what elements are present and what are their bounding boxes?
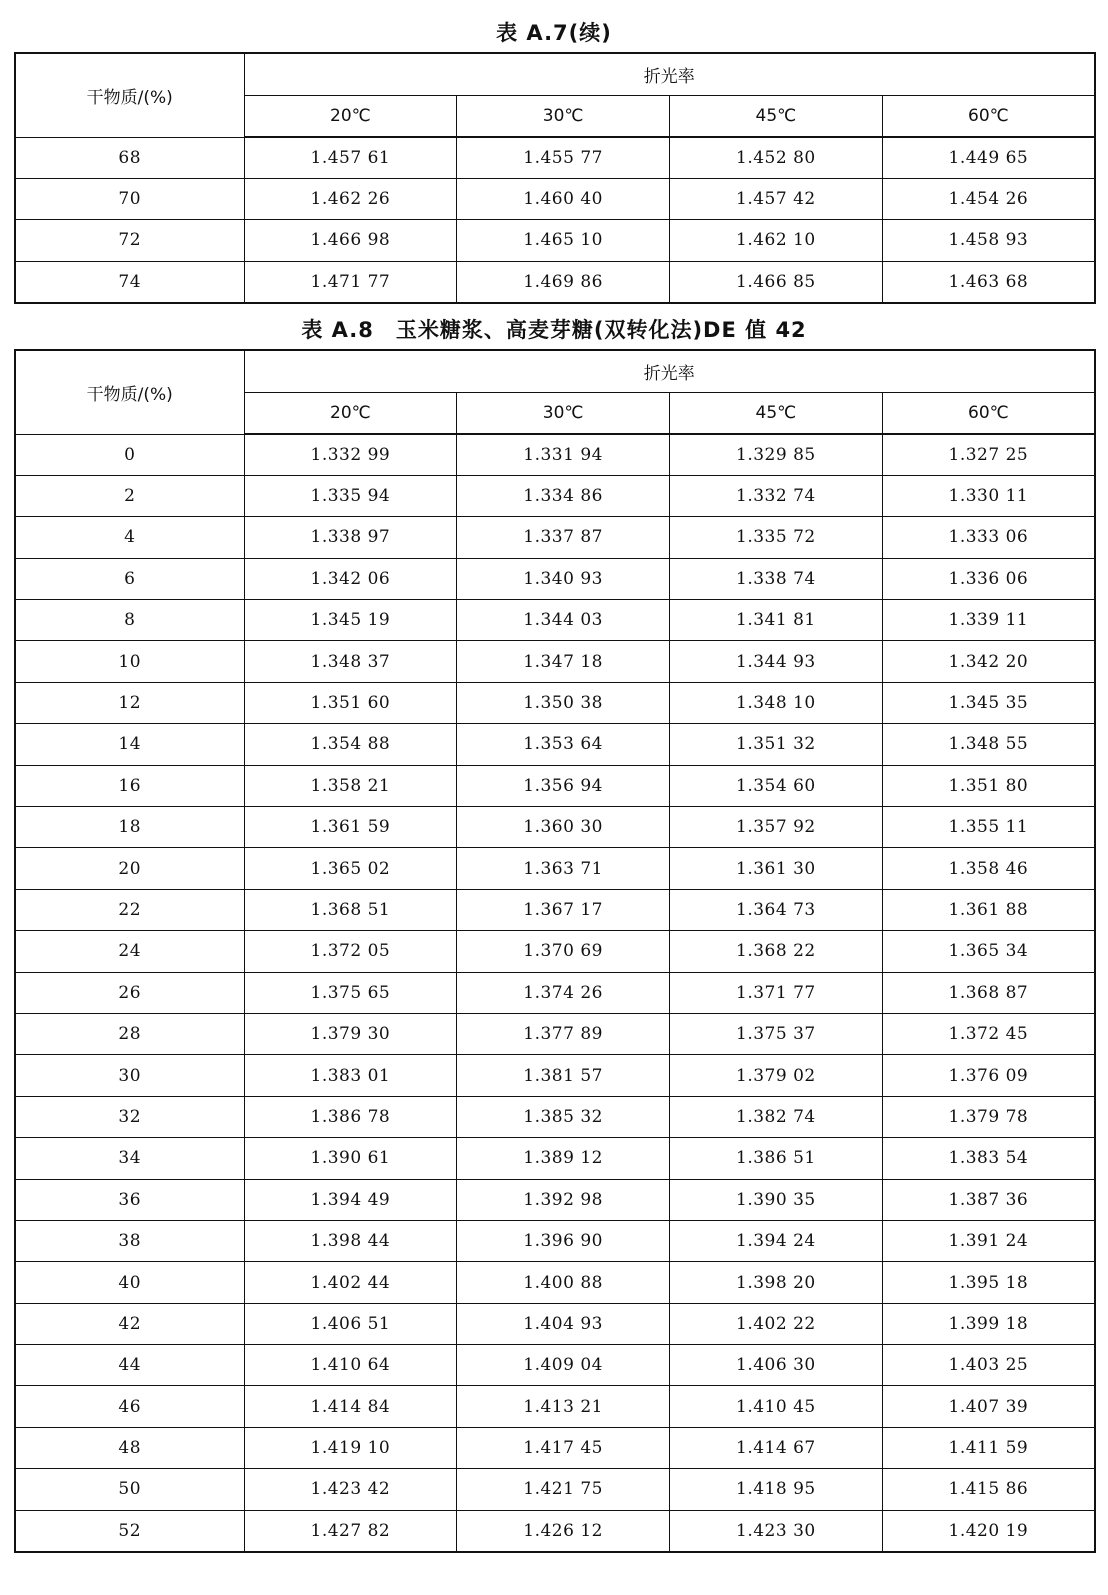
refractive-index-cell: 1.389 12 bbox=[457, 1138, 670, 1179]
refractive-index-cell: 1.466 98 bbox=[244, 220, 457, 261]
table-row bbox=[15, 517, 1095, 558]
refractive-index-cell: 1.338 97 bbox=[244, 517, 457, 558]
refractive-index-cell: 1.413 21 bbox=[457, 1386, 670, 1427]
refractive-index-cell: 1.449 65 bbox=[882, 137, 1095, 178]
refractive-index-cell: 1.363 71 bbox=[457, 848, 670, 889]
dry-matter-cell: 74 bbox=[15, 261, 244, 302]
refractive-index-cell: 1.345 35 bbox=[882, 682, 1095, 723]
refractive-index-cell: 1.414 84 bbox=[244, 1386, 457, 1427]
refractive-index-cell: 1.335 94 bbox=[244, 475, 457, 516]
refractive-index-cell: 1.455 77 bbox=[457, 137, 670, 178]
refractive-index-cell: 1.454 26 bbox=[882, 178, 1095, 219]
table-row bbox=[15, 724, 1095, 765]
table-row bbox=[15, 972, 1095, 1013]
refractive-index-cell: 1.348 10 bbox=[670, 682, 883, 723]
dry-matter-cell: 36 bbox=[15, 1179, 244, 1220]
refractive-index-cell: 1.417 45 bbox=[457, 1427, 670, 1468]
header-temp: 45℃ bbox=[670, 95, 883, 137]
refractive-index-cell: 1.406 51 bbox=[244, 1303, 457, 1344]
dry-matter-cell: 44 bbox=[15, 1345, 244, 1386]
refractive-index-cell: 1.374 26 bbox=[457, 972, 670, 1013]
dry-matter-cell: 16 bbox=[15, 765, 244, 806]
refractive-index-cell: 1.462 26 bbox=[244, 178, 457, 219]
refractive-index-cell: 1.333 06 bbox=[882, 517, 1095, 558]
dry-matter-cell: 28 bbox=[15, 1013, 244, 1054]
refractive-index-cell: 1.330 11 bbox=[882, 475, 1095, 516]
refractive-index-cell: 1.390 61 bbox=[244, 1138, 457, 1179]
table-row bbox=[15, 1386, 1095, 1427]
refractive-index-cell: 1.403 25 bbox=[882, 1345, 1095, 1386]
refractive-index-cell: 1.372 05 bbox=[244, 931, 457, 972]
refractive-index-cell: 1.348 37 bbox=[244, 641, 457, 682]
refractive-index-cell: 1.353 64 bbox=[457, 724, 670, 765]
refractive-index-cell: 1.354 88 bbox=[244, 724, 457, 765]
dry-matter-cell: 6 bbox=[15, 558, 244, 599]
refractive-index-cell: 1.368 51 bbox=[244, 889, 457, 930]
refractive-index-cell: 1.423 30 bbox=[670, 1510, 883, 1551]
table-row bbox=[15, 1427, 1095, 1468]
refractive-index-cell: 1.395 18 bbox=[882, 1262, 1095, 1303]
refractive-index-cell: 1.379 30 bbox=[244, 1013, 457, 1054]
refractive-index-cell: 1.465 10 bbox=[457, 220, 670, 261]
refractive-index-cell: 1.375 65 bbox=[244, 972, 457, 1013]
refractive-index-cell: 1.341 81 bbox=[670, 600, 883, 641]
dry-matter-cell: 24 bbox=[15, 931, 244, 972]
refractive-index-cell: 1.342 20 bbox=[882, 641, 1095, 682]
dry-matter-cell: 4 bbox=[15, 517, 244, 558]
refractive-index-cell: 1.427 82 bbox=[244, 1510, 457, 1551]
header-refractive-index: 折光率 bbox=[244, 350, 1095, 392]
refractive-index-cell: 1.336 06 bbox=[882, 558, 1095, 599]
table-row bbox=[15, 1096, 1095, 1137]
table-row bbox=[15, 1138, 1095, 1179]
table-row bbox=[15, 1345, 1095, 1386]
refractive-index-cell: 1.415 86 bbox=[882, 1469, 1095, 1510]
refractive-index-cell: 1.457 42 bbox=[670, 178, 883, 219]
refractive-index-cell: 1.414 67 bbox=[670, 1427, 883, 1468]
refractive-index-cell: 1.327 25 bbox=[882, 434, 1095, 475]
table-row bbox=[15, 600, 1095, 641]
table-row bbox=[15, 682, 1095, 723]
header-temp: 60℃ bbox=[882, 95, 1095, 137]
table-a7-caption: 表 A.7(续) bbox=[496, 21, 612, 45]
refractive-index-cell: 1.379 78 bbox=[882, 1096, 1095, 1137]
table-a8-caption: 表 A.8 玉米糖浆、高麦芽糖(双转化法)DE 值 42 bbox=[301, 318, 807, 342]
dry-matter-cell: 52 bbox=[15, 1510, 244, 1551]
table-row bbox=[15, 261, 1095, 302]
dry-matter-cell: 34 bbox=[15, 1138, 244, 1179]
table-row bbox=[15, 1262, 1095, 1303]
refractive-index-cell: 1.372 45 bbox=[882, 1013, 1095, 1054]
refractive-index-cell: 1.340 93 bbox=[457, 558, 670, 599]
refractive-index-cell: 1.394 24 bbox=[670, 1220, 883, 1261]
refractive-index-cell: 1.381 57 bbox=[457, 1055, 670, 1096]
dry-matter-cell: 46 bbox=[15, 1386, 244, 1427]
refractive-index-cell: 1.345 19 bbox=[244, 600, 457, 641]
refractive-index-cell: 1.365 02 bbox=[244, 848, 457, 889]
refractive-index-cell: 1.335 72 bbox=[670, 517, 883, 558]
refractive-index-cell: 1.383 54 bbox=[882, 1138, 1095, 1179]
header-dry-matter: 干物质/(%) bbox=[15, 350, 244, 434]
refractive-index-cell: 1.404 93 bbox=[457, 1303, 670, 1344]
refractive-index-cell: 1.367 17 bbox=[457, 889, 670, 930]
refractive-index-cell: 1.460 40 bbox=[457, 178, 670, 219]
refractive-index-cell: 1.457 61 bbox=[244, 137, 457, 178]
header-refractive-index: 折光率 bbox=[244, 53, 1095, 95]
table-a7-body bbox=[15, 137, 1095, 303]
refractive-index-cell: 1.469 86 bbox=[457, 261, 670, 302]
refractive-index-cell: 1.386 51 bbox=[670, 1138, 883, 1179]
table-row bbox=[15, 931, 1095, 972]
dry-matter-cell: 50 bbox=[15, 1469, 244, 1510]
dry-matter-cell: 32 bbox=[15, 1096, 244, 1137]
dry-matter-cell: 2 bbox=[15, 475, 244, 516]
dry-matter-cell: 70 bbox=[15, 178, 244, 219]
dry-matter-cell: 72 bbox=[15, 220, 244, 261]
refractive-index-cell: 1.331 94 bbox=[457, 434, 670, 475]
refractive-index-cell: 1.361 30 bbox=[670, 848, 883, 889]
refractive-index-cell: 1.391 24 bbox=[882, 1220, 1095, 1261]
header-temp: 45℃ bbox=[670, 392, 883, 434]
refractive-index-cell: 1.357 92 bbox=[670, 807, 883, 848]
refractive-index-cell: 1.386 78 bbox=[244, 1096, 457, 1137]
refractive-index-cell: 1.351 60 bbox=[244, 682, 457, 723]
refractive-index-cell: 1.390 35 bbox=[670, 1179, 883, 1220]
dry-matter-cell: 12 bbox=[15, 682, 244, 723]
table-row bbox=[15, 1013, 1095, 1054]
refractive-index-cell: 1.419 10 bbox=[244, 1427, 457, 1468]
table-row bbox=[15, 807, 1095, 848]
refractive-index-cell: 1.360 30 bbox=[457, 807, 670, 848]
dry-matter-cell: 38 bbox=[15, 1220, 244, 1261]
refractive-index-cell: 1.344 03 bbox=[457, 600, 670, 641]
refractive-index-cell: 1.375 37 bbox=[670, 1013, 883, 1054]
dry-matter-cell: 8 bbox=[15, 600, 244, 641]
refractive-index-cell: 1.332 99 bbox=[244, 434, 457, 475]
refractive-index-cell: 1.339 11 bbox=[882, 600, 1095, 641]
header-temp: 60℃ bbox=[882, 392, 1095, 434]
table-a7 bbox=[14, 52, 1096, 304]
refractive-index-cell: 1.358 21 bbox=[244, 765, 457, 806]
refractive-index-cell: 1.418 95 bbox=[670, 1469, 883, 1510]
refractive-index-cell: 1.396 90 bbox=[457, 1220, 670, 1261]
dry-matter-cell: 22 bbox=[15, 889, 244, 930]
refractive-index-cell: 1.368 87 bbox=[882, 972, 1095, 1013]
dry-matter-cell: 42 bbox=[15, 1303, 244, 1344]
refractive-index-cell: 1.402 44 bbox=[244, 1262, 457, 1303]
table-row bbox=[15, 1055, 1095, 1096]
refractive-index-cell: 1.409 04 bbox=[457, 1345, 670, 1386]
refractive-index-cell: 1.368 22 bbox=[670, 931, 883, 972]
table-row bbox=[15, 1220, 1095, 1261]
refractive-index-cell: 1.354 60 bbox=[670, 765, 883, 806]
dry-matter-cell: 20 bbox=[15, 848, 244, 889]
refractive-index-cell: 1.355 11 bbox=[882, 807, 1095, 848]
refractive-index-cell: 1.399 18 bbox=[882, 1303, 1095, 1344]
refractive-index-cell: 1.361 88 bbox=[882, 889, 1095, 930]
refractive-index-cell: 1.351 80 bbox=[882, 765, 1095, 806]
refractive-index-cell: 1.356 94 bbox=[457, 765, 670, 806]
refractive-index-cell: 1.426 12 bbox=[457, 1510, 670, 1551]
dry-matter-cell: 68 bbox=[15, 137, 244, 178]
refractive-index-cell: 1.379 02 bbox=[670, 1055, 883, 1096]
refractive-index-cell: 1.342 06 bbox=[244, 558, 457, 599]
refractive-index-cell: 1.348 55 bbox=[882, 724, 1095, 765]
refractive-index-cell: 1.351 32 bbox=[670, 724, 883, 765]
header-temp: 20℃ bbox=[244, 95, 457, 137]
refractive-index-cell: 1.365 34 bbox=[882, 931, 1095, 972]
table-row bbox=[15, 137, 1095, 178]
dry-matter-cell: 30 bbox=[15, 1055, 244, 1096]
dry-matter-cell: 26 bbox=[15, 972, 244, 1013]
refractive-index-cell: 1.458 93 bbox=[882, 220, 1095, 261]
table-row bbox=[15, 889, 1095, 930]
refractive-index-cell: 1.392 98 bbox=[457, 1179, 670, 1220]
table-row bbox=[15, 220, 1095, 261]
dry-matter-cell: 10 bbox=[15, 641, 244, 682]
header-dry-matter: 干物质/(%) bbox=[15, 53, 244, 137]
refractive-index-cell: 1.411 59 bbox=[882, 1427, 1095, 1468]
refractive-index-cell: 1.452 80 bbox=[670, 137, 883, 178]
table-a8-body bbox=[15, 434, 1095, 1552]
refractive-index-cell: 1.370 69 bbox=[457, 931, 670, 972]
dry-matter-cell: 40 bbox=[15, 1262, 244, 1303]
header-temp: 30℃ bbox=[457, 95, 670, 137]
refractive-index-cell: 1.364 73 bbox=[670, 889, 883, 930]
refractive-index-cell: 1.398 20 bbox=[670, 1262, 883, 1303]
refractive-index-cell: 1.462 10 bbox=[670, 220, 883, 261]
table-row bbox=[15, 765, 1095, 806]
table-row bbox=[15, 178, 1095, 219]
refractive-index-cell: 1.361 59 bbox=[244, 807, 457, 848]
refractive-index-cell: 1.332 74 bbox=[670, 475, 883, 516]
table-a8 bbox=[14, 349, 1096, 1553]
refractive-index-cell: 1.347 18 bbox=[457, 641, 670, 682]
refractive-index-cell: 1.398 44 bbox=[244, 1220, 457, 1261]
refractive-index-cell: 1.406 30 bbox=[670, 1345, 883, 1386]
refractive-index-cell: 1.407 39 bbox=[882, 1386, 1095, 1427]
refractive-index-cell: 1.329 85 bbox=[670, 434, 883, 475]
table-row bbox=[15, 1510, 1095, 1551]
refractive-index-cell: 1.382 74 bbox=[670, 1096, 883, 1137]
table-row bbox=[15, 558, 1095, 599]
refractive-index-cell: 1.463 68 bbox=[882, 261, 1095, 302]
table-row bbox=[15, 1469, 1095, 1510]
refractive-index-cell: 1.471 77 bbox=[244, 261, 457, 302]
refractive-index-cell: 1.420 19 bbox=[882, 1510, 1095, 1551]
refractive-index-cell: 1.376 09 bbox=[882, 1055, 1095, 1096]
table-row bbox=[15, 1303, 1095, 1344]
refractive-index-cell: 1.344 93 bbox=[670, 641, 883, 682]
refractive-index-cell: 1.402 22 bbox=[670, 1303, 883, 1344]
refractive-index-cell: 1.421 75 bbox=[457, 1469, 670, 1510]
refractive-index-cell: 1.383 01 bbox=[244, 1055, 457, 1096]
dry-matter-cell: 0 bbox=[15, 434, 244, 475]
refractive-index-cell: 1.371 77 bbox=[670, 972, 883, 1013]
header-temp: 30℃ bbox=[457, 392, 670, 434]
dry-matter-cell: 18 bbox=[15, 807, 244, 848]
table-row bbox=[15, 641, 1095, 682]
refractive-index-cell: 1.358 46 bbox=[882, 848, 1095, 889]
table-row bbox=[15, 434, 1095, 475]
refractive-index-cell: 1.387 36 bbox=[882, 1179, 1095, 1220]
refractive-index-cell: 1.337 87 bbox=[457, 517, 670, 558]
header-temp: 20℃ bbox=[244, 392, 457, 434]
dry-matter-cell: 48 bbox=[15, 1427, 244, 1468]
refractive-index-cell: 1.338 74 bbox=[670, 558, 883, 599]
refractive-index-cell: 1.334 86 bbox=[457, 475, 670, 516]
refractive-index-cell: 1.410 64 bbox=[244, 1345, 457, 1386]
refractive-index-cell: 1.423 42 bbox=[244, 1469, 457, 1510]
dry-matter-cell: 14 bbox=[15, 724, 244, 765]
table-row bbox=[15, 475, 1095, 516]
refractive-index-cell: 1.394 49 bbox=[244, 1179, 457, 1220]
refractive-index-cell: 1.410 45 bbox=[670, 1386, 883, 1427]
refractive-index-cell: 1.377 89 bbox=[457, 1013, 670, 1054]
refractive-index-cell: 1.400 88 bbox=[457, 1262, 670, 1303]
refractive-index-cell: 1.466 85 bbox=[670, 261, 883, 302]
table-row bbox=[15, 1179, 1095, 1220]
refractive-index-cell: 1.350 38 bbox=[457, 682, 670, 723]
table-row bbox=[15, 848, 1095, 889]
refractive-index-cell: 1.385 32 bbox=[457, 1096, 670, 1137]
